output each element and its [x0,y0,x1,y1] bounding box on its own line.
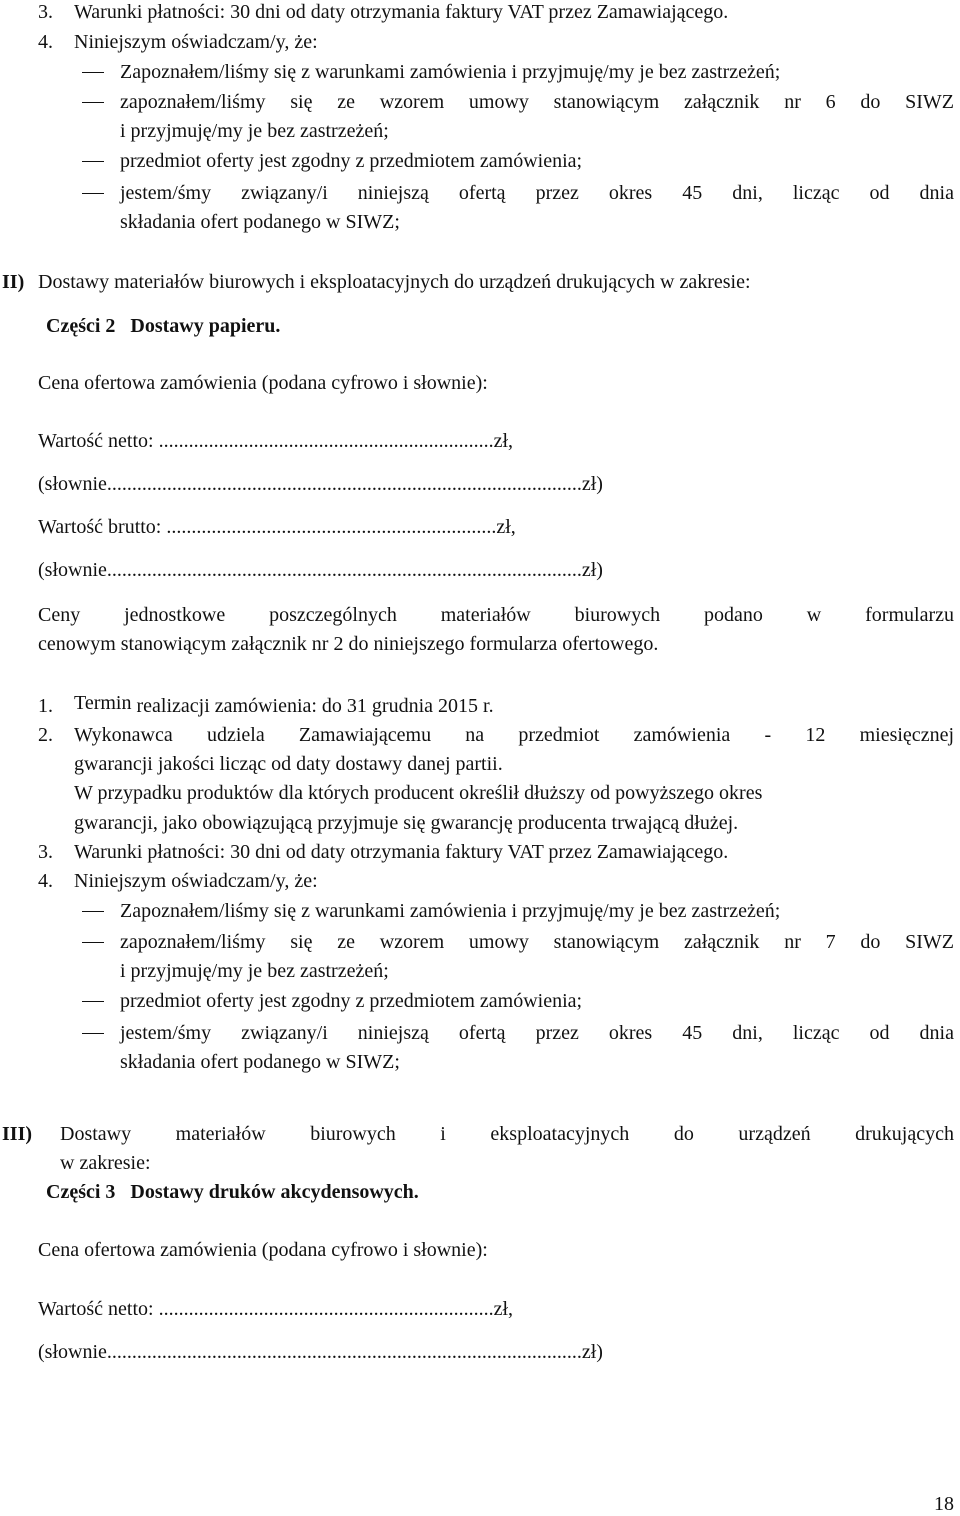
section-2-netto: Wartość netto: ...................................................................zł, [38,430,514,452]
section-2-netto-words: (słownie...............................................................................................zł) [38,473,603,495]
section-2-brutto: Wartość brutto: ..................................................................zł, [38,516,516,538]
dash-bullet [82,911,104,912]
item-3-top: 3. Warunki płatności: 30 dni od daty otrzymania faktury VAT przez Zamawiającego. [38,1,729,23]
item-4-top: 4. Niniejszym oświadczam/y, że: [38,31,318,53]
item-4: 4. Niniejszym oświadczam/y, że: [38,870,318,892]
bullet-text: jestem/śmy związany/i niniejszą ofertą przez okres 45 dni, licząc od dnia [120,182,954,204]
bullet-text: zapoznałem/liśmy się ze wzorem umowy stanowiącym załącznik nr 7 do SIWZ [120,931,954,953]
dash-bullet [82,942,104,943]
section-3-part: Części 3 Dostawy druków akcydensowych. [46,1181,419,1203]
section-3-netto: Wartość netto: ...................................................................zł, [38,1298,514,1320]
bullet-text-cont: i przyjmuję/my je bez zastrzeżeń; [120,120,389,142]
dash-bullet [82,102,104,103]
unit-prices-line-1: Ceny jednostkowe poszczególnych materiałów biurowych podano w formularzu [38,604,954,626]
dash-bullet [82,161,104,162]
bullet-text-cont: i przyjmuję/my je bez zastrzeżeń; [120,960,389,982]
bullet-text: Zapoznałem/liśmy się z warunkami zamówienia i przyjmuję/my je bez zastrzeżeń; [120,61,781,83]
dash-bullet [82,72,104,73]
item-2-line-2: gwarancji jakości licząc od daty dostawy danej partii. [74,753,503,775]
section-3-roman: III) [2,1123,33,1145]
bullet-text: jestem/śmy związany/i niniejszą ofertą przez okres 45 dni, licząc od dnia [120,1022,954,1044]
section-2-brutto-words: (słownie...............................................................................................zł) [38,559,603,581]
item-2-num: 2. [38,724,53,746]
bullet-text: przedmiot oferty jest zgodny z przedmiotem zamówienia; [120,150,583,172]
section-3-netto-words: (słownie...............................................................................................zł) [38,1341,603,1363]
item-2-line-4: gwarancji, jako obowiązującą przyjmuje się gwarancję producenta trwającą dłużej. [74,812,739,834]
item-2-line-1: Wykonawca udziela Zamawiającemu na przedmiot zamówienia - 12 miesięcznej [74,724,954,746]
section-3-price-label: Cena ofertowa zamówienia (podana cyfrowo i słownie): [38,1239,488,1261]
section-3-heading-line-1: Dostawy materiałów biurowych i eksploatacyjnych do urządzeń drukujących [60,1123,954,1145]
bullet-text: Zapoznałem/liśmy się z warunkami zamówienia i przyjmuję/my je bez zastrzeżeń; [120,900,781,922]
bullet-text-cont: składania ofert podanego w SIWZ; [120,1051,400,1073]
dash-bullet [82,1001,104,1002]
item-2-line-3: W przypadku produktów dla których producent określił dłuższy od powyższego okres [74,782,763,804]
page-number: 18 [934,1493,954,1515]
item-1: 1. Termin realizacji zamówienia: do 31 grudnia 2015 r. [38,692,494,717]
dash-bullet [82,1033,104,1034]
section-2-heading: Dostawy materiałów biurowych i eksploatacyjnych do urządzeń drukujących w zakresie: [38,271,751,293]
bullet-text-cont: składania ofert podanego w SIWZ; [120,211,400,233]
section-2-roman: II) [2,271,25,293]
section-3-heading-line-2: w zakresie: [60,1152,151,1174]
bullet-text: przedmiot oferty jest zgodny z przedmiotem zamówienia; [120,990,583,1012]
item-3: 3. Warunki płatności: 30 dni od daty otrzymania faktury VAT przez Zamawiającego. [38,841,729,863]
bullet-text: zapoznałem/liśmy się ze wzorem umowy stanowiącym załącznik nr 6 do SIWZ [120,91,954,113]
unit-prices-line-2: cenowym stanowiącym załącznik nr 2 do niniejszego formularza ofertowego. [38,633,659,655]
dash-bullet [82,193,104,194]
section-2-price-label: Cena ofertowa zamówienia (podana cyfrowo i słownie): [38,372,488,394]
section-2-part: Części 2 Dostawy papieru. [46,315,281,337]
